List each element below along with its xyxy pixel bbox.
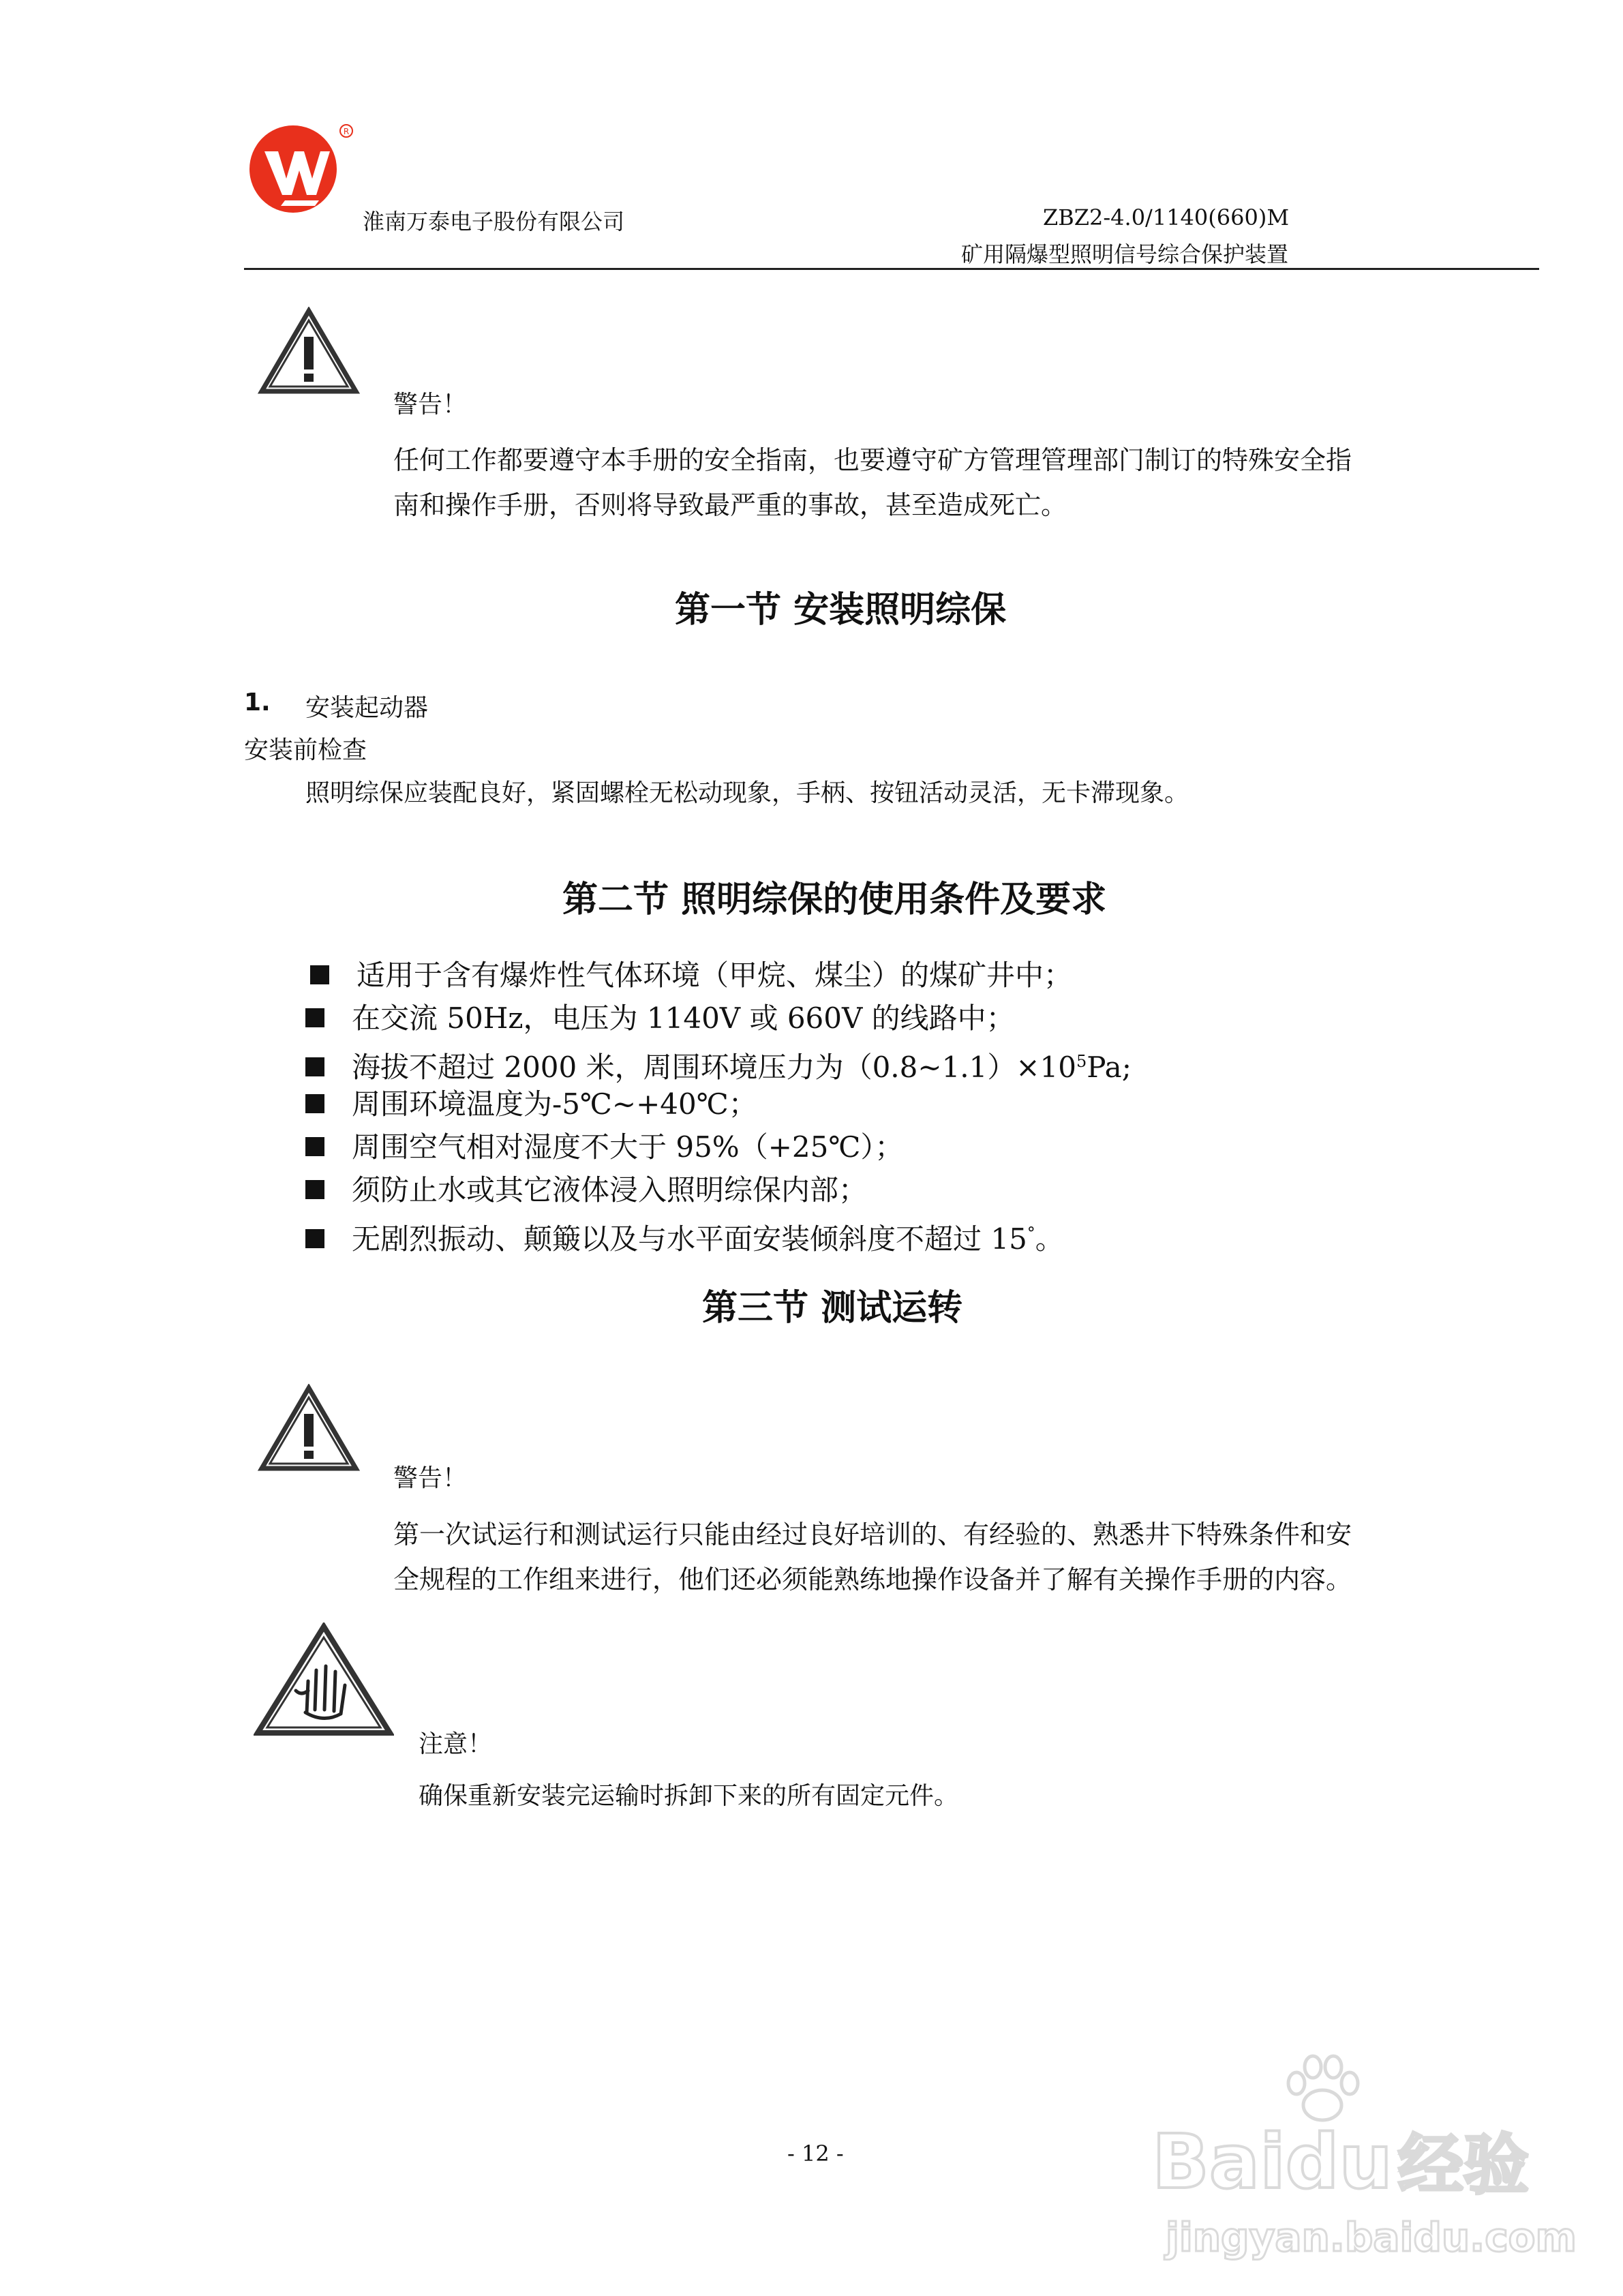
list-item: 无剧烈振动、颠簸以及与水平面安装倾斜度不超过 15°。 (305, 1212, 1064, 1254)
section-2-title: 第二节 照明综保的使用条件及要求 (562, 879, 1107, 920)
pressure-exponent: 5 (1076, 1052, 1087, 1071)
watermark-url: jingyan.baidu.com (1166, 2214, 1577, 2261)
subheading: 安装前检查 (244, 736, 367, 764)
company-name: 淮南万泰电子股份有限公司 (363, 209, 625, 235)
warning-label: 警告！ (393, 1464, 468, 1492)
bullet-icon (305, 1137, 324, 1156)
watermark-du: du (1285, 2118, 1393, 2205)
baidu-watermark (1152, 2052, 1577, 2270)
caution-hand-icon (254, 1622, 394, 1737)
bullet-icon (305, 1094, 324, 1113)
pressure-unit: Pa; (1087, 1051, 1132, 1084)
section-1-title: 第一节 安装照明综保 (675, 590, 1007, 631)
bullet-icon (310, 965, 329, 984)
watermark-suffix: 经验 (1397, 2127, 1529, 2203)
list-item: 海拔不超过 2000 米，周围环境压力为$(0.8\sim 1.1)\times 10^5Pa$; (305, 1040, 1132, 1083)
warning-triangle-icon (258, 307, 360, 395)
watermark-brand: Bai (1152, 2118, 1286, 2205)
section-1-text: 照明综保应装配良好，紧固螺栓无松动现象，手柄、按钮活动灵活，无卡滞现象。 (305, 779, 1189, 807)
item-title: 安装起动器 (305, 694, 429, 722)
warning-label: 警告！ (393, 391, 468, 419)
warning-line-1: 第一次试运行和测试运行只能由经过良好培训的、有经验的、熟悉井下特殊条件和安 (393, 1520, 1352, 1550)
bullet-icon (305, 1229, 324, 1248)
warning-line-1: 任何工作都要遵守本手册的安全指南，也要遵守矿方管理管理部门制订的特殊安全指 (393, 445, 1352, 475)
bullet-icon (305, 1180, 324, 1199)
product-name: 矿用隔爆型照明信号综合保护装置 (961, 241, 1289, 267)
note-label: 注意！ (419, 1730, 493, 1758)
bullet-icon (305, 1008, 324, 1027)
product-model: ZBZ2-4.0/1140(660)M (1043, 205, 1290, 230)
list-item: 周围环境温度为-5℃~+40℃； (305, 1083, 757, 1126)
list-item: 适用于含有爆炸性气体环境（甲烷、煤尘）的煤矿井中； (310, 954, 1072, 997)
warning-line-2: 南和操作手册，否则将导致最严重的事故，甚至造成死亡。 (393, 490, 1067, 520)
bullet-icon (305, 1057, 324, 1076)
note-text: 确保重新安装完运输时拆卸下来的所有固定元件。 (419, 1782, 959, 1810)
header-divider (244, 268, 1539, 270)
warning-line-2: 全规程的工作组来进行，他们还必须能熟练地操作设备并了解有关操作手册的内容。 (393, 1565, 1352, 1595)
list-item: 周围空气相对湿度不大于 95%（+25℃）； (305, 1126, 903, 1168)
degree-end: 。 (1035, 1222, 1064, 1256)
page-number: - 12 - (787, 2141, 844, 2166)
item-number: 1. (244, 689, 271, 716)
svg-text:R: R (343, 127, 350, 136)
company-logo (244, 116, 360, 218)
warning-triangle-icon (258, 1384, 360, 1472)
list-item: 在交流 50Hz，电压为 1140V 或 660V 的线路中； (305, 997, 1015, 1040)
list-item: 须防止水或其它液体浸入照明综保内部； (305, 1169, 867, 1211)
degree-mark: ° (1027, 1224, 1035, 1243)
section-3-title: 第三节 测试运转 (702, 1288, 963, 1329)
